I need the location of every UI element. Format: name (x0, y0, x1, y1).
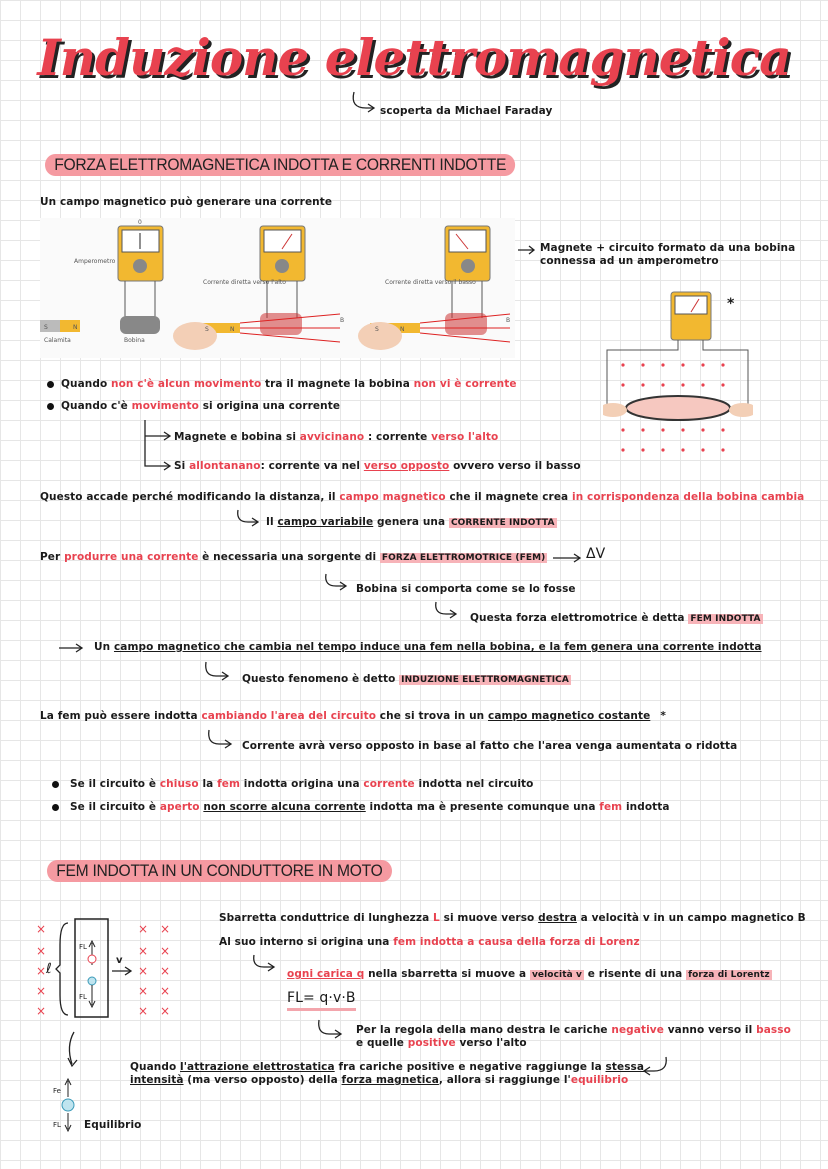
fe-label: Fe (53, 1087, 61, 1095)
return-arrow-icon (250, 953, 278, 973)
line-fem: Per produrre una corrente è necessaria una sorgente di FORZA ELETTROMOTRICE (FEM) (40, 551, 546, 563)
line-origina: Al suo interno si origina una fem indotta a causa della forza di Lorenz (219, 936, 640, 948)
line-campo-tempo: Un campo magnetico che cambia nel tempo induce una fem nella bobina, e la fem genera una corrente indotta (94, 641, 762, 653)
return-arrow-icon (315, 1018, 347, 1040)
figure-note: Magnete + circuito formato da una bobina connessa ad un amperometro (540, 242, 796, 267)
lorentz-formula: FL= q·v·B (287, 990, 356, 1011)
experiment-illustration (40, 218, 515, 358)
arrow-right-icon (517, 244, 537, 256)
cross-mark: × (36, 964, 47, 978)
pole-n-1: N (73, 324, 78, 331)
section-title-1: FORZA ELETTROMAGNETICA INDOTTA E CORRENTI INDOTTE (45, 154, 515, 176)
line-distance: Questo accade perché modificando la distanza, il campo magnetico che il magnete crea in corrispondenza della bobina cambia (40, 491, 805, 503)
pole-n-2: N (230, 326, 235, 333)
cross-mark: × (138, 922, 149, 936)
line-intensita: intensità (ma verso opposto) della forza magnetica, allora si raggiunge l'equilibrio (130, 1074, 629, 1086)
velocity-label: v (116, 955, 123, 966)
cross-mark: × (160, 1004, 171, 1018)
cross-mark: × (36, 944, 47, 958)
return-arrow-icon (202, 660, 234, 682)
cross-mark: × (160, 944, 171, 958)
line-induzione: Questo fenomeno è detto INDUZIONE ELETTROMAGNETICA (242, 673, 569, 685)
label-amperometro: Amperometro (74, 258, 116, 265)
bullet-no-movement: Quando non c'è alcun movimento tra il magnete la bobina non vi è corrente (61, 378, 517, 390)
page-title: Induzione elettromagnetica (37, 28, 791, 87)
line-mano-destra: Per la regola della mano destra le cariche negative vanno verso il basso (356, 1024, 791, 1036)
cross-mark: × (138, 944, 149, 958)
sub-allontanano: Si allontanano: corrente va nel verso opposto ovvero verso il basso (174, 460, 581, 472)
cross-mark: × (36, 1004, 47, 1018)
bullet-dot (47, 403, 54, 410)
subtitle: scoperta da Michael Faraday (380, 105, 553, 117)
label-corrente-basso: Corrente diretta verso il basso (385, 279, 476, 286)
label-field-2: B (506, 317, 511, 324)
cross-mark: × (138, 1004, 149, 1018)
loop-field-figure (603, 290, 753, 470)
bullet-dot (52, 781, 59, 788)
line-carica: ogni carica q nella sbarretta si muove a velocità v e risente di una forza di Lorentz (287, 968, 770, 980)
delta-v: ΔV (586, 546, 606, 562)
pole-s-1: S (44, 324, 48, 331)
arrow-right-icon (58, 642, 86, 654)
label-bobina: Bobina (124, 337, 145, 344)
fl-label-top: FL (79, 943, 87, 951)
cross-mark: × (160, 964, 171, 978)
cross-mark: × (138, 984, 149, 998)
bullet-chiuso: Se il circuito è chiuso la fem indotta origina una corrente indotta nel circuito (70, 778, 534, 790)
bullet-dot (47, 381, 54, 388)
sub-avvicinano: Magnete e bobina si avvicinano : corrente verso l'alto (174, 431, 499, 443)
line-bobina: Bobina si comporta come se lo fosse (356, 583, 576, 595)
line-verso-opposto: Corrente avrà verso opposto in base al fatto che l'area venga aumentata o ridotta (242, 740, 738, 752)
section-title-2: FEM INDOTTA IN UN CONDUTTORE IN MOTO (47, 860, 392, 882)
equilibrium-label: Equilibrio (84, 1119, 142, 1131)
line-campo-variabile: Il campo variabile genera una CORRENTE INDOTTA (266, 516, 555, 528)
conductor-diagram (30, 915, 190, 1030)
experiment-figure (40, 218, 515, 358)
pole-s-3: S (375, 326, 379, 333)
subtitle-arrow (348, 90, 378, 116)
return-arrow-left-icon (640, 1055, 670, 1079)
down-arrow-icon (62, 1030, 82, 1070)
line-fem-indotta: Questa forza elettromotrice è detta FEM INDOTTA (470, 612, 761, 624)
pole-s-2: S (205, 326, 209, 333)
bullet-dot (52, 804, 59, 811)
branch-arrows (143, 418, 175, 474)
line-sbarretta: Sbarretta conduttrice di lunghezza L si muove verso destra a velocità v in un campo magnetico B (219, 912, 806, 924)
fl-label-bottom: FL (79, 993, 87, 1001)
return-arrow-icon (322, 572, 350, 592)
bullet-aperto: Se il circuito è aperto non scorre alcuna corrente indotta ma è presente comunque una fem indotta (70, 801, 670, 813)
intro-text: Un campo magnetico può generare una corrente (40, 196, 333, 208)
fl-label: FL (53, 1121, 61, 1129)
label-corrente-alto: Corrente diretta verso l'alto (203, 279, 286, 286)
cross-mark: × (36, 922, 47, 936)
pole-n-3: N (400, 326, 405, 333)
label-field-1: B (340, 317, 345, 324)
arrow-right-icon (552, 552, 584, 564)
label-zero: 0 (138, 219, 142, 226)
return-arrow-icon (234, 508, 262, 528)
cross-mark: × (160, 922, 171, 936)
cross-mark: × (160, 984, 171, 998)
length-label: ℓ (46, 961, 52, 977)
bullet-movement: Quando c'è movimento si origina una corrente (61, 400, 341, 412)
cross-mark: × (138, 964, 149, 978)
return-arrow-icon (205, 728, 237, 750)
label-calamita: Calamita (44, 337, 71, 344)
cross-mark: × (36, 984, 47, 998)
line-attrazione: Quando l'attrazione elettrostatica fra cariche positive e negative raggiunge la stessa (130, 1061, 645, 1073)
line-positive: e quelle positive verso l'alto (356, 1037, 527, 1049)
equilibrium-diagram (48, 1075, 88, 1135)
line-area: La fem può essere indotta cambiando l'area del circuito che si trova in un campo magnetico costante * (40, 710, 666, 722)
return-arrow-icon (432, 600, 460, 620)
star-marker: * (727, 296, 735, 312)
